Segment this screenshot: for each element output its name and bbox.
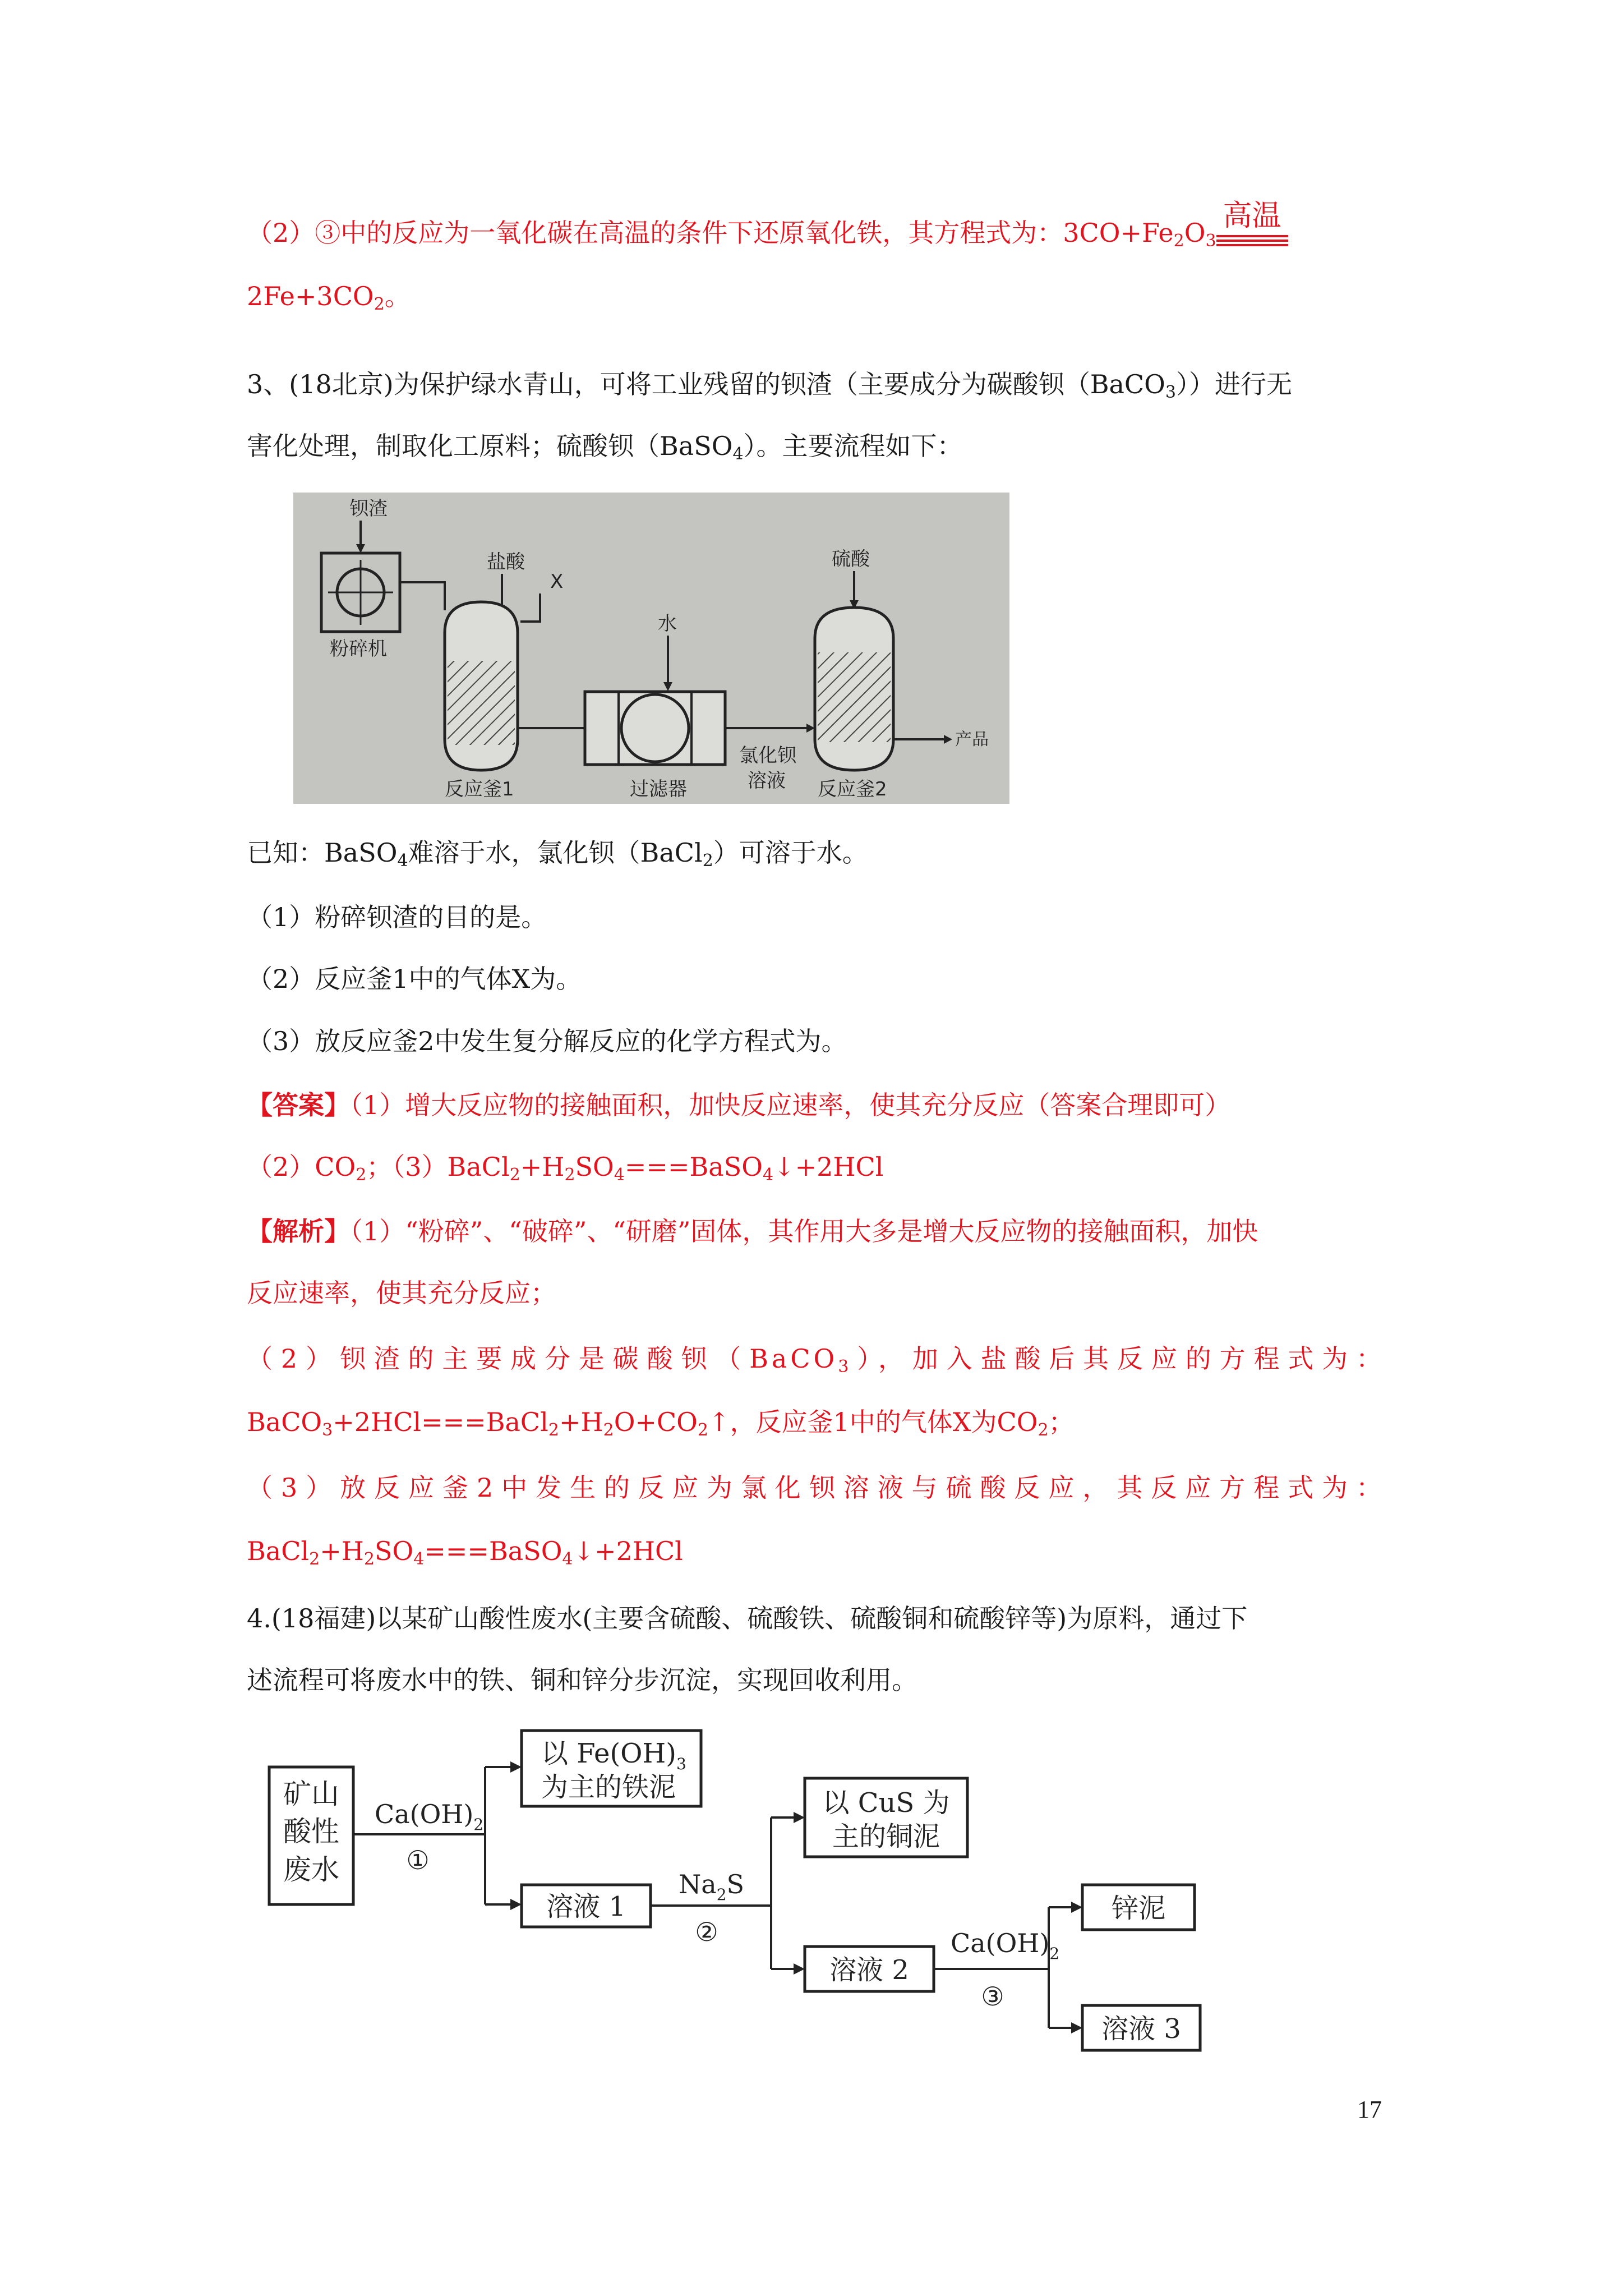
label-x: X bbox=[550, 570, 564, 593]
reagent1-text: Ca(OH) bbox=[375, 1799, 474, 1829]
sub: 4 bbox=[562, 1549, 573, 1569]
q3-text: 害化处理，制取化工原料；硫酸钡（BaSO bbox=[247, 431, 733, 461]
label-product: 产品 bbox=[955, 730, 989, 749]
explanation-text: BaCO bbox=[247, 1407, 322, 1437]
explanation-text: ； bbox=[1048, 1407, 1075, 1437]
explanation-text: （1）“粉碎”、“破碎”、“研磨”固体，其作用大多是增大反应物的接触面积，加快 bbox=[350, 1216, 1258, 1246]
sub: 2 bbox=[603, 1420, 614, 1440]
arrowhead bbox=[510, 1899, 522, 1910]
explanation-line-1 bbox=[247, 1214, 1258, 1248]
reactor-1-fill bbox=[448, 661, 515, 745]
q4-line1: 4.(18福建)以某矿山酸性废水(主要含硫酸、硫酸铁、硫酸铜和硫酸锌等)为原料，通过下 bbox=[247, 1603, 1248, 1634]
sub: 2 bbox=[509, 1165, 520, 1185]
sub: 4 bbox=[732, 444, 744, 464]
arrowhead bbox=[794, 1963, 805, 1975]
label-filter: 过滤器 bbox=[630, 778, 687, 800]
sub: 2 bbox=[716, 1885, 727, 1904]
answer-text: ↓+2HCl bbox=[773, 1152, 884, 1182]
explanation-line-5: （3）放反应釜2中发生的反应为氯化钡溶液与硫酸反应，其反应方程式为： bbox=[247, 1473, 1385, 1503]
sub: 2 bbox=[564, 1165, 575, 1185]
explanation-line-4 bbox=[247, 1405, 1075, 1439]
sub: 2 bbox=[356, 1165, 367, 1185]
reactor-2-fill bbox=[818, 652, 891, 742]
equals-line bbox=[1216, 235, 1288, 242]
explanation-line-3 bbox=[247, 1342, 1385, 1375]
sub: 2 bbox=[1173, 231, 1184, 251]
q3-text: 3、(18北京)为保护绿水青山，可将工业残留的钡渣（主要成分为碳酸钡（BaCO bbox=[247, 369, 1165, 399]
sub: 2 bbox=[697, 1420, 708, 1440]
explanation-text: ↓+2HCl bbox=[573, 1536, 683, 1566]
sub: 4 bbox=[614, 1165, 625, 1185]
label-cu1: 以 CuS 为 bbox=[822, 1787, 950, 1819]
label-reagent1 bbox=[375, 1799, 483, 1834]
part2-reactants: 3CO+Fe bbox=[1063, 218, 1174, 248]
arrowhead bbox=[1071, 2022, 1082, 2033]
label-step3: ③ bbox=[981, 1981, 1004, 2012]
label-reagent3 bbox=[951, 1928, 1059, 1963]
barium-process-diagram bbox=[293, 493, 1009, 804]
sub: 2 bbox=[1038, 1420, 1049, 1440]
q3-text: ））进行无 bbox=[1175, 369, 1292, 399]
wastewater-flow-diagram bbox=[264, 1722, 1217, 2053]
label-step1: ① bbox=[406, 1845, 430, 1875]
explanation-line-6 bbox=[247, 1534, 683, 1568]
sub: 3 bbox=[1165, 383, 1176, 402]
label-reactor-2: 反应釜2 bbox=[818, 778, 887, 800]
page-number: 17 bbox=[1357, 2096, 1382, 2123]
label-crusher: 粉碎机 bbox=[330, 638, 387, 660]
label-sol1: 溶液 1 bbox=[546, 1891, 626, 1922]
answer-tag: 【答案】 bbox=[247, 1090, 350, 1120]
label-reactor-1: 反应釜1 bbox=[445, 778, 514, 800]
answer-text: ；（3）BaCl bbox=[366, 1152, 510, 1182]
sub: 2 bbox=[363, 1549, 375, 1569]
reagent3-text: Ca(OH) bbox=[951, 1928, 1050, 1958]
answer-text: ===BaSO bbox=[624, 1152, 763, 1182]
q3-subquestion-1: （1）粉碎钡渣的目的是。 bbox=[247, 902, 547, 932]
answer-text: SO bbox=[575, 1152, 614, 1182]
sub: 2 bbox=[473, 1815, 484, 1834]
explanation-tag: 【解析】 bbox=[247, 1216, 350, 1246]
label-reagent2 bbox=[679, 1869, 744, 1904]
answer-text: （2）CO bbox=[247, 1152, 356, 1182]
part2-products-end: 。 bbox=[384, 281, 411, 311]
label-zinc-mud: 锌泥 bbox=[1111, 1893, 1166, 1924]
explanation-text: +H bbox=[320, 1536, 364, 1566]
q3-known bbox=[247, 836, 868, 869]
explanation-text: ），加入盐酸后其反应的方程式为： bbox=[852, 1343, 1386, 1374]
label-step2: ② bbox=[695, 1917, 718, 1947]
sub: 3 bbox=[1205, 231, 1216, 251]
reaction-condition bbox=[1216, 199, 1288, 250]
sub: 2 bbox=[374, 295, 385, 314]
q3-line2 bbox=[247, 429, 963, 463]
explanation-text: +2HCl===BaCl bbox=[333, 1407, 548, 1437]
explanation-text: +H bbox=[559, 1407, 603, 1437]
label-fe2: 为主的铁泥 bbox=[541, 1772, 676, 1803]
q3-text: 难溶于水，氯化钡（BaCl bbox=[408, 838, 703, 868]
q4-line2: 述流程可将废水中的铁、铜和锌分步沉淀，实现回收利用。 bbox=[247, 1665, 917, 1695]
answer-line-2 bbox=[247, 1150, 883, 1184]
arrowhead bbox=[510, 1761, 522, 1773]
filter-box bbox=[585, 692, 725, 765]
q3-subquestion-2: （2）反应釜1中的气体X为。 bbox=[247, 964, 582, 994]
label-h2so4: 硫酸 bbox=[832, 548, 870, 570]
answer-text: （1）增大反应物的接触面积，加快反应速率，使其充分反应（答案合理即可） bbox=[350, 1090, 1231, 1120]
q3-text: ）。主要流程如下： bbox=[743, 431, 963, 461]
sub: 3 bbox=[838, 1357, 852, 1377]
q3-subquestion-3: （3）放反应釜2中发生复分解反应的化学方程式为。 bbox=[247, 1026, 847, 1056]
label-cu2: 主的铜泥 bbox=[832, 1821, 940, 1852]
explanation-line-2: 反应速率，使其充分反应； bbox=[247, 1278, 556, 1308]
part2-products bbox=[247, 279, 411, 313]
label-barium-slag: 钡渣 bbox=[349, 498, 388, 520]
q3-text: ）可溶于水。 bbox=[713, 838, 868, 868]
part2-prefix: （2）③中的反应为一氧化碳在高温的条件下还原氧化铁，其方程式为： bbox=[247, 218, 1063, 248]
label-src3: 废水 bbox=[283, 1853, 339, 1886]
sub: 4 bbox=[397, 851, 408, 871]
label-water: 水 bbox=[658, 613, 677, 635]
explanation-text: SO bbox=[375, 1536, 414, 1566]
sub: 4 bbox=[762, 1165, 774, 1185]
fe1-text: 以 Fe(OH) bbox=[541, 1738, 677, 1769]
sub: 2 bbox=[548, 1420, 559, 1440]
label-solution: 溶液 bbox=[748, 770, 786, 792]
part2-line bbox=[247, 199, 1288, 251]
answer-text: +H bbox=[520, 1152, 565, 1182]
reagent2-text: Na bbox=[679, 1869, 717, 1899]
sub: 2 bbox=[702, 851, 713, 871]
label-hcl: 盐酸 bbox=[487, 551, 525, 573]
label-src1: 矿山 bbox=[283, 1778, 339, 1810]
explanation-text: ↑，反应釜1中的气体X为CO bbox=[708, 1407, 1038, 1437]
sub: 3 bbox=[322, 1420, 333, 1440]
label-bacl2: 氯化钡 bbox=[739, 744, 796, 767]
part2-reactants-b: O bbox=[1184, 218, 1206, 248]
sub: 4 bbox=[413, 1549, 425, 1569]
explanation-text: BaCl bbox=[247, 1536, 310, 1566]
explanation-text: （2）钡渣的主要成分是碳酸钡（BaCO bbox=[247, 1343, 838, 1374]
answer-line-1 bbox=[247, 1088, 1230, 1122]
sub: 3 bbox=[676, 1755, 686, 1773]
q3-text: 已知：BaSO bbox=[247, 838, 398, 868]
equals-line-3 bbox=[1216, 244, 1288, 246]
part2-products-a: 2Fe+3CO bbox=[247, 281, 374, 311]
q3-line1 bbox=[247, 367, 1292, 401]
arrowhead bbox=[794, 1812, 805, 1823]
arrowhead bbox=[1071, 1902, 1082, 1913]
label-sol3: 溶液 3 bbox=[1101, 2013, 1181, 2045]
explanation-text: O+CO bbox=[614, 1407, 698, 1437]
condition-label: 高温 bbox=[1223, 199, 1281, 233]
label-fe1 bbox=[541, 1738, 686, 1773]
explanation-text: ===BaSO bbox=[424, 1536, 562, 1566]
label-src2: 酸性 bbox=[283, 1815, 339, 1848]
label-sol2: 溶液 2 bbox=[829, 1954, 909, 1986]
reagent2-text-b: S bbox=[726, 1869, 745, 1899]
sub: 2 bbox=[309, 1549, 320, 1569]
sub: 2 bbox=[1049, 1944, 1060, 1963]
